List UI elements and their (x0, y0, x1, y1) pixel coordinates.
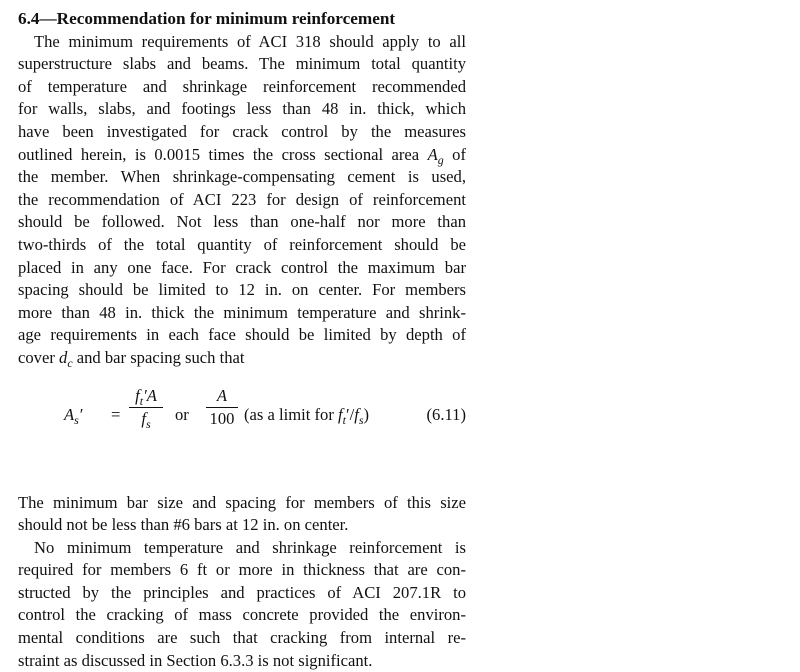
text-fragment: of (443, 144, 466, 164)
num-sub: t (139, 393, 144, 408)
num-rest: ′A (143, 385, 157, 405)
equation-lhs (64, 405, 82, 425)
num-f: f (135, 385, 140, 405)
note-prefix: (as a limit for (244, 404, 339, 424)
text-line: straint as discussed in Section 6.3.3 is not significant. (18, 650, 373, 670)
text-line: have been investigated for crack control by the measures (18, 121, 466, 141)
note-suffix: ) (363, 404, 370, 424)
text-line: age requirements in each face should be limited by depth of (18, 325, 466, 345)
text-line-area (18, 144, 466, 167)
den-f: f (141, 408, 146, 428)
text-line: placed in any one face. For crack control the maximum bar (18, 257, 466, 277)
note-f1: f (338, 404, 343, 424)
lhs-symbol: A (64, 404, 75, 424)
note-f2-sub: s (358, 412, 364, 427)
lhs-subscript: s (74, 412, 79, 427)
fraction-denominator: 100 (209, 408, 235, 428)
text-line: No minimum temperature and shrinkage reinforcement is (34, 537, 466, 557)
equation-note (244, 405, 369, 425)
den-sub: s (145, 416, 151, 431)
text-fragment: and bar spacing such that (72, 347, 245, 367)
text-line: mental conditions are such that cracking from internal re- (18, 628, 466, 648)
equation-number: (6.11) (426, 404, 466, 424)
text-line-cover (18, 347, 466, 370)
cover-subscript: c (67, 356, 73, 371)
text-line: The minimum bar size and spacing for members of this size (18, 492, 466, 512)
equals-sign: = (111, 404, 121, 424)
text-line: spacing should be limited to 12 in. on center. For members (18, 280, 466, 300)
text-line: for walls, slabs, and footings less than 48 in. thick, which (18, 99, 466, 119)
text-fragment: cover (18, 347, 55, 367)
area-subscript: g (437, 152, 444, 167)
text-line: required for members 6 ft or more in thickness that are con- (18, 560, 466, 580)
text-line: structed by the principles and practices of ACI 207.1R to (18, 582, 466, 602)
equation-or: or (175, 404, 189, 424)
text-line: two-thirds of the total quantity of reinforcement should be (18, 234, 466, 254)
text-line: the member. When shrinkage-compensating cement is used, (18, 167, 466, 187)
fraction-numerator (129, 386, 163, 406)
text-fragment: outlined herein, is 0.0015 times the cross sectional area (18, 144, 420, 164)
text-line: The minimum requirements of ACI 318 should apply to all (34, 31, 466, 51)
fraction-a-over-100 (206, 386, 238, 429)
note-f1-sub: t (342, 412, 346, 427)
note-f2: f (354, 404, 359, 424)
fraction-bar (129, 407, 163, 408)
fraction-denominator (129, 409, 163, 429)
fraction-ft-a-over-fs (129, 386, 163, 429)
document-page (18, 8, 466, 672)
equation-6-11 (18, 384, 466, 468)
paragraph-bar-size (18, 492, 466, 537)
note-mid: ′/ (345, 404, 355, 424)
text-line: of temperature and shrinkage reinforcement recommended (18, 76, 466, 96)
area-symbol: A (427, 144, 438, 164)
text-line: more than 48 in. thick the minimum temperature and shrink- (18, 302, 466, 322)
fraction-numerator: A (216, 385, 228, 405)
text-line: should not be less than #6 bars at 12 in. on center. (18, 515, 349, 535)
text-line: control the cracking of mass concrete provided the environ- (18, 605, 466, 625)
text-line: superstructure slabs and beams. The minimum total quantity (18, 54, 466, 74)
text-line: the recommendation of ACI 223 for design of reinforcement (18, 189, 466, 209)
text-line: should be followed. Not less than one-half nor more than (18, 212, 466, 232)
cover-symbol: d (59, 347, 68, 367)
lhs-prime: ′ (78, 404, 83, 424)
section-heading: 6.4—Recommendation for minimum reinforcement (18, 9, 396, 28)
fraction-bar (206, 407, 238, 408)
paragraph-minimum-requirements (18, 31, 466, 370)
paragraph-mass-concrete (18, 537, 466, 672)
